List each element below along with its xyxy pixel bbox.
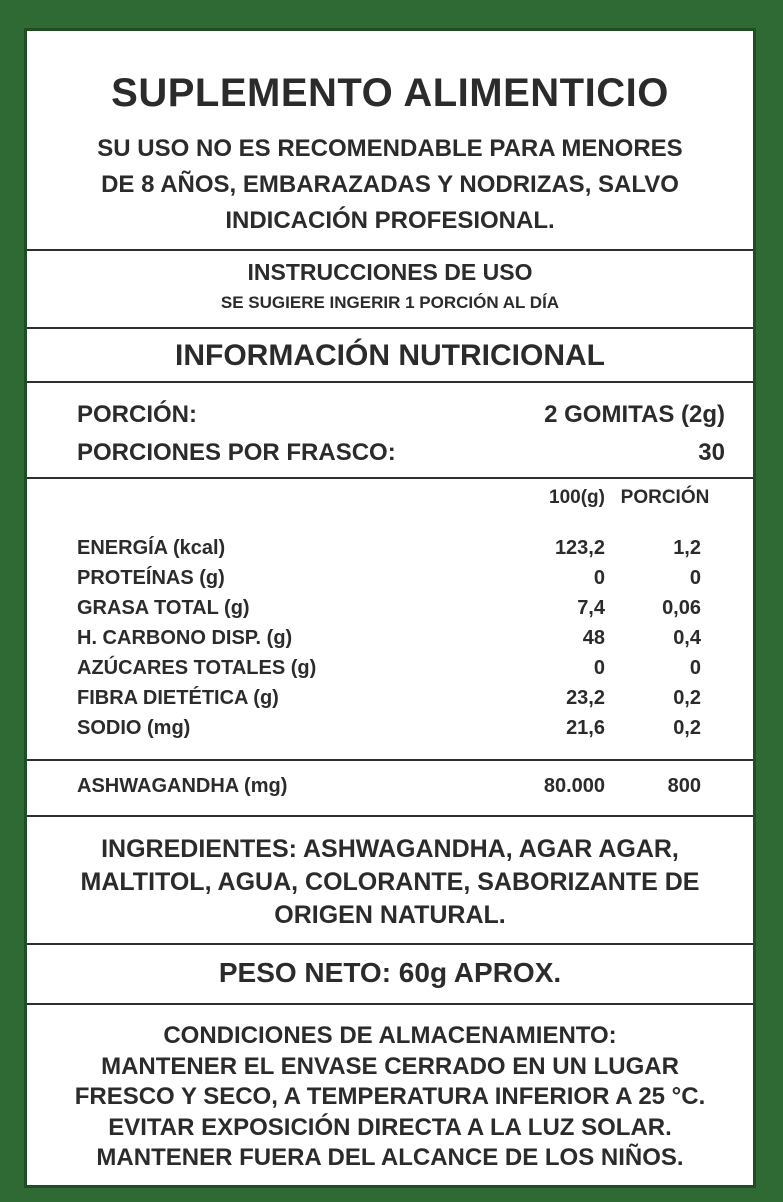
ashwagandha-row [77, 775, 725, 798]
storage-line: FRESCO Y SECO, A TEMPERATURA INFERIOR A 25 °C. [74, 1083, 706, 1110]
warning-text [27, 131, 753, 239]
storage-line: MANTENER EL ENVASE CERRADO EN UN LUGAR [101, 1052, 679, 1080]
nutrient-per-portion: 0,2 [673, 687, 701, 709]
divider [27, 249, 753, 251]
nutrient-name: AZÚCARES TOTALES (g) [77, 657, 317, 679]
nutrient-row [77, 627, 725, 650]
ingredients-line: MALTITOL, AGUA, COLORANTE, SABORIZANTE DE [80, 868, 700, 896]
net-weight: PESO NETO: 60g APROX. [218, 957, 562, 988]
nutrient-per-100g: 21,6 [566, 717, 605, 739]
nutrient-name: H. CARBONO DISP. (g) [77, 627, 293, 649]
nutrient-per-100g: 48 [582, 627, 605, 649]
divider [27, 759, 753, 761]
portion-label: PORCIÓN: [77, 401, 197, 428]
divider [27, 477, 753, 479]
nutrient-row [77, 687, 725, 710]
nutrient-per-portion: 800 [667, 775, 701, 797]
divider [27, 815, 753, 817]
nutrition-heading: INFORMACIÓN NUTRICIONAL [175, 339, 605, 372]
portion-value: 2 GOMITAS (2g) [544, 401, 725, 428]
nutrient-row [77, 567, 725, 590]
storage-line: CONDICIONES DE ALMACENAMIENTO: [163, 1022, 617, 1049]
servings-value: 30 [698, 439, 725, 466]
nutrient-per-portion: 0,2 [673, 717, 701, 739]
column-header-row [77, 487, 725, 509]
nutrient-name: ENERGÍA (kcal) [77, 537, 226, 559]
nutrient-per-100g: 123,2 [554, 537, 605, 559]
warning-line: INDICACIÓN PROFESIONAL. [225, 207, 555, 234]
divider [27, 1003, 753, 1005]
nutrient-per-100g: 80.000 [543, 775, 605, 797]
column-header-portion: PORCIÓN [620, 487, 710, 508]
nutrient-per-100g: 7,4 [577, 597, 605, 619]
product-title: SUPLEMENTO ALIMENTICIO [111, 71, 669, 115]
servings-row [77, 439, 725, 467]
storage-line: MANTENER FUERA DEL ALCANCE DE LOS NIÑOS. [96, 1144, 684, 1171]
divider [27, 381, 753, 383]
ingredients-line: ORIGEN NATURAL. [274, 901, 506, 929]
storage-line: EVITAR EXPOSICIÓN DIRECTA A LA LUZ SOLAR. [108, 1113, 672, 1141]
nutrient-row [77, 717, 725, 740]
warning-line: DE 8 AÑOS, EMBARAZADAS Y NODRIZAS, SALVO [101, 171, 679, 198]
nutrient-name: GRASA TOTAL (g) [77, 597, 250, 619]
nutrient-name: PROTEÍNAS (g) [77, 567, 225, 589]
nutrient-row [77, 537, 725, 560]
ingredients-text [27, 833, 753, 932]
nutrient-per-portion: 1,2 [673, 537, 701, 559]
storage-text [27, 1021, 753, 1174]
nutrient-per-portion: 0 [689, 567, 701, 589]
nutrition-label [24, 28, 756, 1188]
ingredients-line: INGREDIENTES: ASHWAGANDHA, AGAR AGAR, [101, 835, 679, 863]
instructions-heading: INSTRUCCIONES DE USO [247, 259, 533, 285]
divider [27, 943, 753, 945]
nutrient-name: ASHWAGANDHA (mg) [77, 775, 288, 797]
nutrient-per-portion: 0,4 [673, 627, 701, 649]
nutrient-name: FIBRA DIETÉTICA (g) [77, 687, 279, 709]
nutrient-per-100g: 23,2 [566, 687, 605, 709]
nutrient-per-portion: 0 [689, 657, 701, 679]
column-header-100g: 100(g) [549, 487, 605, 508]
warning-line: SU USO NO ES RECOMENDABLE PARA MENORES [97, 135, 683, 162]
portion-row [77, 401, 725, 429]
instructions-text: SE SUGIERE INGERIR 1 PORCIÓN AL DÍA [220, 293, 560, 312]
nutrient-per-100g: 0 [593, 657, 605, 679]
divider [27, 327, 753, 329]
servings-label: PORCIONES POR FRASCO: [77, 439, 396, 466]
nutrient-per-100g: 0 [593, 567, 605, 589]
nutrient-row [77, 657, 725, 680]
nutrient-per-portion: 0,06 [662, 597, 701, 619]
nutrient-row [77, 597, 725, 620]
nutrient-name: SODIO (mg) [77, 717, 191, 739]
